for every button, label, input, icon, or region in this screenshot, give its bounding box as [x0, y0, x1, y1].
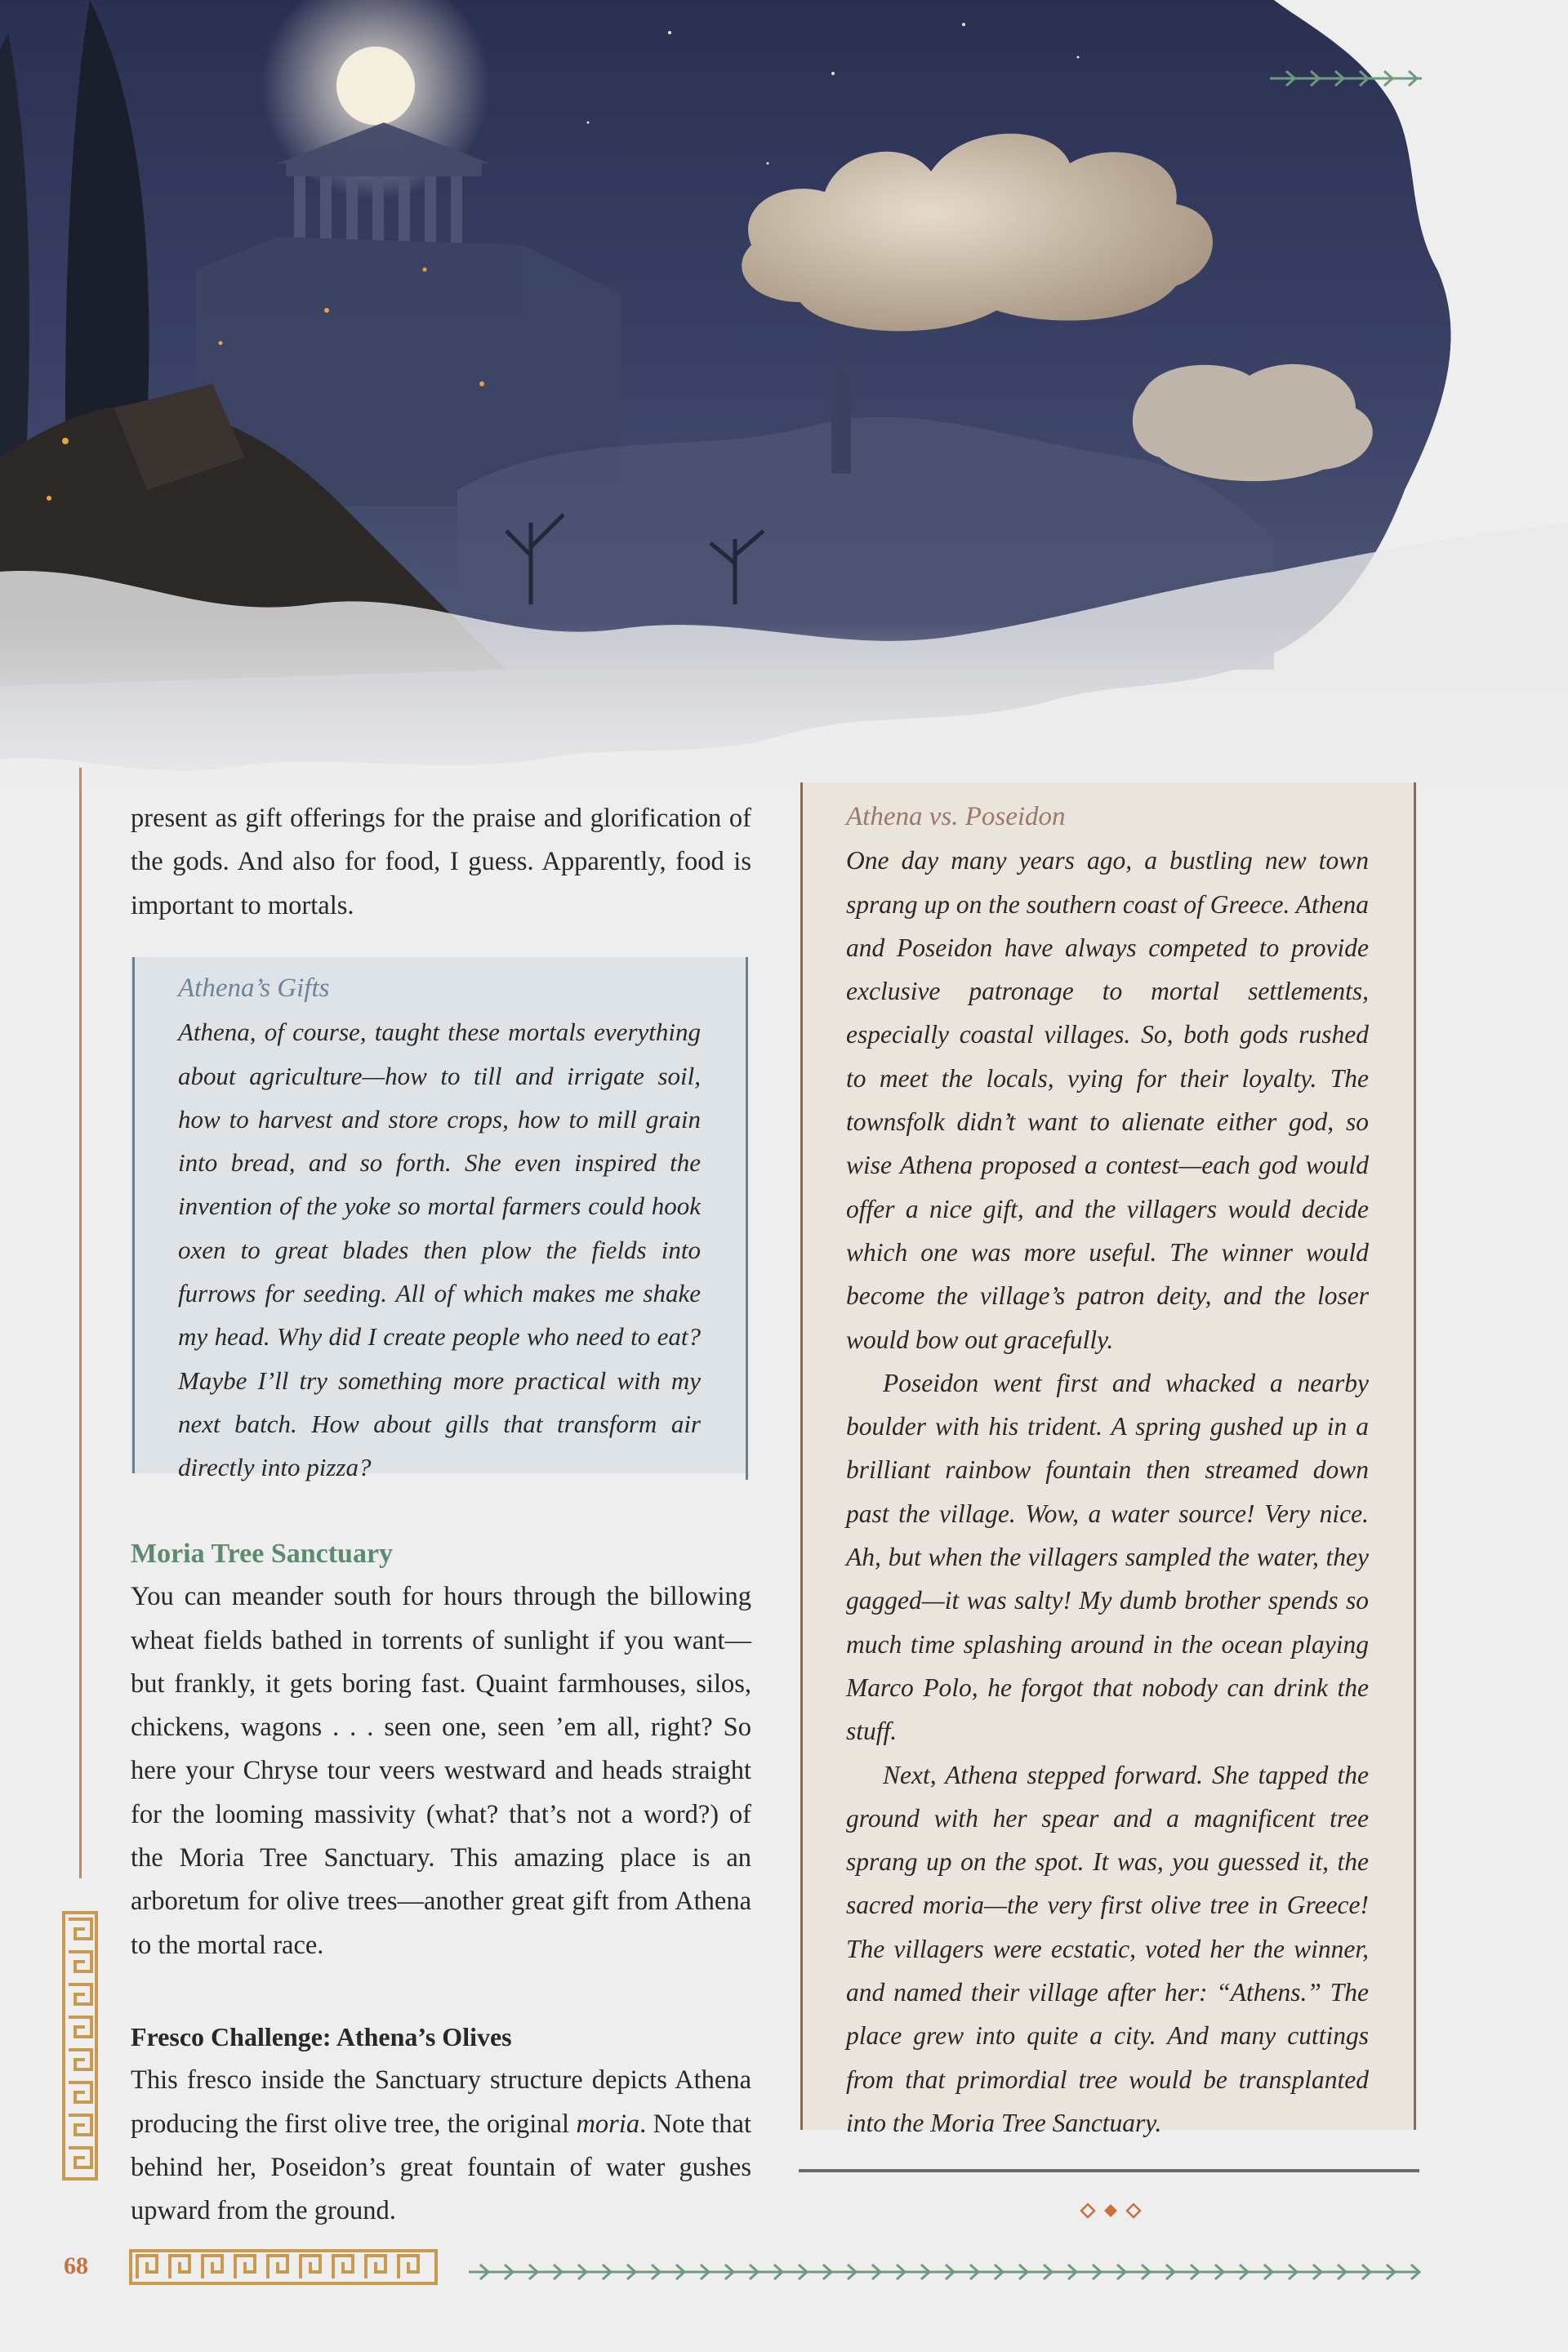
athena-vs-poseidon-sidebar — [800, 782, 1416, 2137]
arrow-border-icon — [1270, 67, 1425, 90]
left-margin-rule — [79, 768, 82, 1878]
sidebar-title: Athena vs. Poseidon — [846, 802, 1066, 831]
fresco-challenge — [131, 2016, 751, 2233]
moria-section — [131, 1532, 751, 1967]
section-text: You can meander south for hours through the billowing wheat fields bathed in torrents of sunlight if you want—but frankly, it gets boring fast. Quaint farmhouses, silos, chickens, wagons . . . seen one, seen ’em all, right? So here your Chryse tour veers westward and heads straight for the looming massivity (what? that’s not a word?) of the Moria Tree Sanctuary. This amazing place is an arboretum for olive trees—another great gift from Athena to the mortal race. — [131, 1582, 751, 1960]
arrow-border-icon — [469, 2261, 1421, 2283]
challenge-title: Fresco Challenge: Athena’s Olives — [131, 2022, 512, 2051]
intro-paragraph: present as gift offerings for the praise and glorification of the gods. And also for food, I guess. Apparently, food is important to mortals. — [131, 804, 751, 920]
greek-key-border-icon — [129, 2249, 438, 2285]
challenge-text: This fresco inside the Sanctuary structure depicts Athena producing the first olive tree, the original moria. Note that behind her, Poseidon’s great fountain of water gushes upward from the ground. — [131, 2065, 752, 2226]
sidebar-left-rule — [132, 957, 135, 1473]
sidebar-right-rule — [1414, 782, 1416, 2130]
greek-key-border-icon — [62, 1911, 98, 2180]
sidebar-paragraph: Next, Athena stepped forward. She tapped the ground with her spear and a magnificent tree sprang up on the spot. It was, you guessed it, the sacred moria—the very first olive tree in Greece! The villagers were ecstatic, voted her the winner, and named their village after her: “Athens.” The place grew into quite a city. And many cuttings from that primordial tree would be transplanted into the Moria Tree Sanctuary. — [846, 1760, 1369, 2137]
sidebar-left-rule — [800, 782, 803, 2130]
diamond-ornament-icon — [1080, 2202, 1142, 2220]
sidebar-text: Athena, of course, taught these mortals everything about agriculture—how to till and irrigate soil, how to harvest and store crops, how to mill grain into bread, and so forth. She even inspired the invention of the yoke so mortal farmers could hook oxen to great blades then plow the fields into furrows for seeding. All of which makes me shake my head. Why did I create people who need to eat? Maybe I’ll try something more practical with my next batch. How about gills that transform air directly into pizza? — [178, 1018, 701, 1482]
athenas-gifts-sidebar — [131, 957, 748, 1482]
sidebar-right-rule — [746, 957, 748, 1480]
sidebar-paragraph: One day many years ago, a bustling new town sprang up on the southern coast of Greece. Athena and Poseidon have always competed to provide exclusive patronage to mortal settlements, especially coastal villages. So, both gods rushed to meet the locals, vying for their loyalty. The townsfolk didn’t want to alienate either god, so wise Athena proposed a contest—each god would offer a nice gift, and the villagers would decide which one was more useful. The winner would become the village’s patron deity, and the loser would bow out gracefully. — [846, 846, 1369, 1354]
page-number: 68 — [64, 2252, 88, 2279]
section-title: Moria Tree Sanctuary — [131, 1539, 394, 1569]
left-column — [131, 797, 751, 928]
sidebar-bottom-rule — [799, 2169, 1419, 2172]
sidebar-title: Athena’s Gifts — [178, 973, 330, 1003]
night-temple-landscape-illustration — [0, 0, 1568, 817]
sidebar-paragraph: Poseidon went first and whacked a nearby boulder with his trident. A spring gushed up in a brilliant rainbow fountain then streamed down past the village. Wow, a water source! Very nice. Ah, but when the villagers sampled the water, they gagged—it was salty! My dumb brother spends so much time splashing around in the ocean playing Marco Polo, he forgot that nobody can drink the stuff. — [846, 1368, 1369, 1746]
